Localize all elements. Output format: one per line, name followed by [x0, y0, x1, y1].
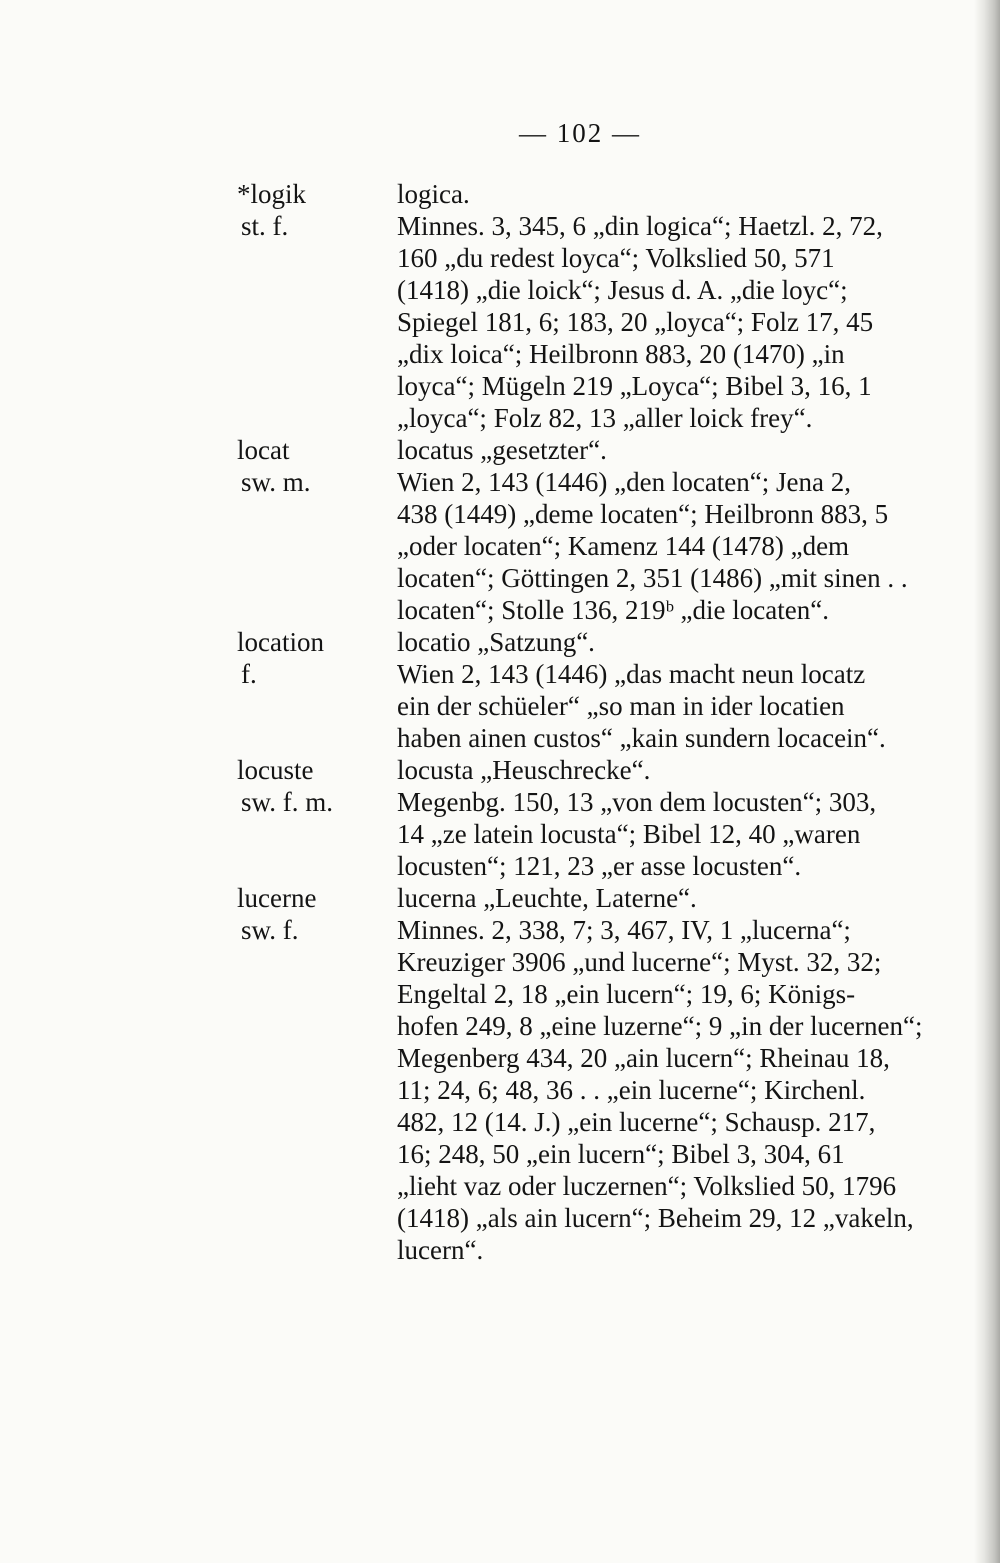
- citation-line: locaten“; Stolle 136, 219ᵇ „die locaten“.: [397, 595, 829, 625]
- citation-line: lucern“.: [397, 1235, 484, 1265]
- entry-head: [237, 434, 397, 626]
- etymon: locusta „Heuschrecke“.: [397, 755, 651, 785]
- citation-line: ein der schüeler“ „so man in ider locatien: [397, 691, 845, 721]
- citation-line: „oder locaten“; Kamenz 144 (1478) „dem: [397, 531, 850, 561]
- citation-line: haben ainen custos“ „kain sundern locacein“.: [397, 723, 886, 753]
- citation-line: „lieht vaz oder luczernen“; Volkslied 50, 1796: [397, 1171, 897, 1201]
- citation-line: locusten“; 121, 23 „er asse locusten“.: [397, 851, 802, 881]
- headword: lucerne: [237, 883, 317, 913]
- citation-line: Megenbg. 150, 13 „von dem locusten“; 303,: [397, 787, 877, 817]
- dictionary-entries: [237, 178, 952, 1266]
- citation-line: (1418) „als ain lucern“; Beheim 29, 12 „vakeln,: [397, 1203, 914, 1233]
- citation-line: Engeltal 2, 18 „ein lucern“; 19, 6; Königs-: [397, 979, 856, 1009]
- page-edge-shadow: [974, 0, 1000, 1563]
- grammar-label: st. f.: [241, 211, 289, 241]
- grammar-label: sw. m.: [241, 467, 311, 497]
- citation-line: loyca“; Mügeln 219 „Loyca“; Bibel 3, 16, 1: [397, 371, 872, 401]
- citation-line: hofen 249, 8 „eine luzerne“; 9 „in der lucernen“;: [397, 1011, 923, 1041]
- citation-line: Minnes. 3, 345, 6 „din logica“; Haetzl. 2, 72,: [397, 211, 883, 241]
- entry-body: [397, 754, 935, 882]
- etymon: lucerna „Leuchte, Laterne“.: [397, 883, 697, 913]
- dictionary-entry: [237, 626, 952, 754]
- citation-line: (1418) „die loick“; Jesus d. A. „die loyc“;: [397, 275, 848, 305]
- citation-line: Minnes. 2, 338, 7; 3, 467, IV, 1 „lucerna“;: [397, 915, 851, 945]
- citation-line: Megenberg 434, 20 „ain lucern“; Rheinau 18,: [397, 1043, 890, 1073]
- dictionary-entry: [237, 178, 952, 434]
- citation-line: Kreuziger 3906 „und lucerne“; Myst. 32, 32;: [397, 947, 882, 977]
- entry-body: [397, 882, 935, 1266]
- entry-head: [237, 754, 397, 882]
- dictionary-entry: [237, 882, 952, 1266]
- citation-line: Wien 2, 143 (1446) „den locaten“; Jena 2,: [397, 467, 852, 497]
- grammar-label: sw. f. m.: [241, 787, 333, 817]
- entry-body: [397, 626, 935, 754]
- dictionary-entry: [237, 754, 952, 882]
- page-number: — 102 —: [519, 118, 641, 148]
- citation-line: „loyca“; Folz 82, 13 „aller loick frey“.: [397, 403, 813, 433]
- citation-line: 160 „du redest loyca“; Volkslied 50, 571: [397, 243, 835, 273]
- headword: location: [237, 627, 324, 657]
- grammar-label: sw. f.: [241, 915, 299, 945]
- etymon: locatio „Satzung“.: [397, 627, 595, 657]
- grammar-label: f.: [241, 659, 257, 689]
- citation-line: 14 „ze latein locusta“; Bibel 12, 40 „waren: [397, 819, 861, 849]
- citation-line: 438 (1449) „deme locaten“; Heilbronn 883, 5: [397, 499, 889, 529]
- citation-line: Spiegel 181, 6; 183, 20 „loyca“; Folz 17, 45: [397, 307, 874, 337]
- dictionary-entry: [237, 434, 952, 626]
- entry-head: [237, 882, 397, 1266]
- citation-line: 11; 24, 6; 48, 36 . . „ein lucerne“; Kirchenl.: [397, 1075, 866, 1105]
- entry-head: [237, 178, 397, 434]
- citation-line: locaten“; Göttingen 2, 351 (1486) „mit sinen . .: [397, 563, 908, 593]
- citation-line: „dix loica“; Heilbronn 883, 20 (1470) „in: [397, 339, 845, 369]
- citation-line: Wien 2, 143 (1446) „das macht neun locatz: [397, 659, 866, 689]
- etymon: locatus „gesetzter“.: [397, 435, 607, 465]
- citation-line: 16; 248, 50 „ein lucern“; Bibel 3, 304, 61: [397, 1139, 845, 1169]
- headword: locuste: [237, 755, 314, 785]
- entry-body: [397, 434, 935, 626]
- headword: *logik: [237, 179, 307, 209]
- entry-head: [237, 626, 397, 754]
- citation-line: 482, 12 (14. J.) „ein lucerne“; Schausp. 217,: [397, 1107, 876, 1137]
- entry-body: [397, 178, 935, 434]
- etymon: logica.: [397, 179, 470, 209]
- headword: locat: [237, 435, 290, 465]
